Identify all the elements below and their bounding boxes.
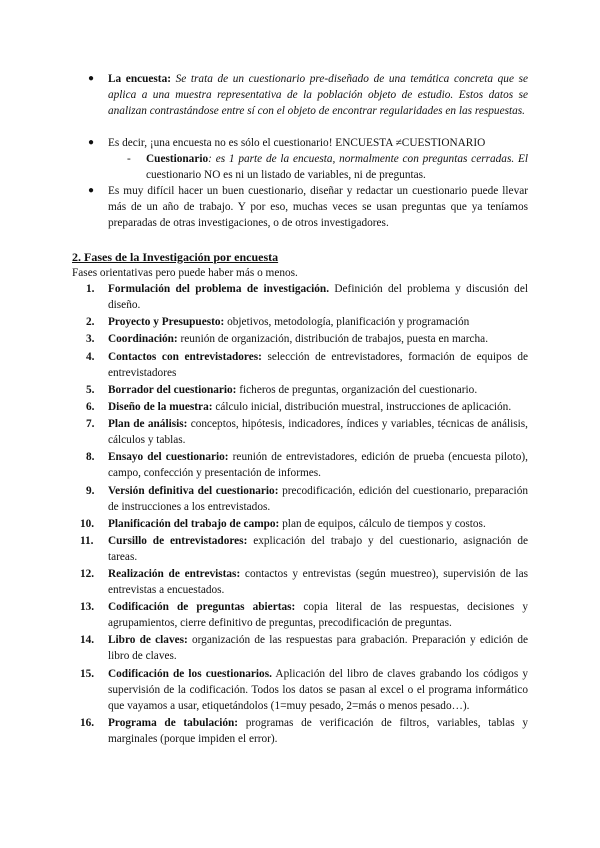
phase-text: Definición del problema y discusión del diseño. [108,283,528,311]
phase-number: 7. [86,418,95,431]
phase-text: reunión de organización, distribución de trabajos, puesta en marcha. [177,333,489,346]
cuestionario-def-rest: cuestionario NO es ni un listado de variables, ni de preguntas. [146,169,426,181]
phase-number: 10. [80,517,95,530]
phase-number: 13. [80,601,95,614]
phase-title: Cursillo de entrevistadores: [108,534,248,547]
phase-text: contactos y entrevistas (según muestreo), supervisión de las entrevistas a encuestados. [108,568,528,597]
phase-title: Formulación del problema de investigación. [108,283,330,295]
phase-title: Libro de claves: [108,634,188,647]
bullet-dot: ● [88,73,95,84]
phase-text: programas de verificación de filtros, variables, tablas y marginales (porque impiden el error). [108,716,528,745]
phase-number: 1. [86,283,95,295]
phase-text: selección de entrevistadores, formación de equipos de entrevistadores [108,350,528,379]
phase-text: explicación del trabajo y del cuestionario, asignación de tareas. [108,534,528,563]
section-heading: 2. Fases de la Investigación por encuesta [72,250,279,264]
phase-number: 6. [86,400,95,413]
phase-text: precodificación, edición del cuestionario, preparación de instrucciones a los entrevistados. [108,484,528,513]
phase-title: Versión definitiva del cuestionario: [108,484,279,497]
phase-text: copia literal de las respuestas, decisiones y agrupamientos, cierre definitivo de preguntas, precodificación de preguntas. [108,601,528,630]
bullet-dot: ● [88,185,95,196]
phase-text: cálculo inicial, distribución muestral, instrucciones de aplicación. [212,400,512,413]
phase-item [72,566,528,598]
phase-item [72,281,528,313]
phase-title: Coordinación: [108,333,178,346]
phase-item [72,533,528,565]
phase-number: 2. [86,316,95,329]
phase-item [72,632,528,664]
phase-number: 8. [86,451,95,464]
phase-number: 12. [80,568,95,581]
phase-text: conceptos, hipótesis, indicadores, índices y variables, técnicas de análisis, cálculos y tablas. [108,418,528,447]
cuestionario-def-italic: : es 1 parte de la encuesta, normalmente con preguntas cerradas. El [208,153,528,165]
phase-item [72,449,528,481]
bullet-dificil: Es muy difícil hacer un buen cuestionario, diseñar y redactar un cuestionario puede llevar más de un año de trabajo. Y por eso, muchas veces se usan preguntas que ya teníamos preparadas de otras investigaciones, o de otros investigadores. [108,185,528,229]
section-intro: Fases orientativas pero puede haber más o menos. [72,267,298,279]
sub-bullet-dash: - [127,153,131,165]
phase-item [72,314,528,330]
bullet-encuesta [108,71,528,119]
encuesta-definition: Se trata de un cuestionario pre-diseñado de una temática concreta que se aplica a una muestra representativa de la población objeto de estudio. Estos datos se analizan contrastándose entre sí con el objeto de encontrar regularidades en las respuestas. [108,73,528,117]
phase-item [72,599,528,631]
phase-number: 16. [80,716,95,729]
phase-title: Proyecto y Presupuesto: [108,316,225,329]
phase-title: Codificación de los cuestionarios. [108,667,272,680]
cuestionario-term: Cuestionario [146,153,209,165]
phase-item [72,516,528,532]
bullet-decir: Es decir, ¡una encuesta no es sólo el cuestionario! ENCUESTA ≠CUESTIONARIO [108,137,486,149]
phase-item [72,382,528,398]
phase-item [72,483,528,515]
phase-number: 9. [86,484,95,497]
phase-item [72,349,528,381]
phase-text: ficheros de preguntas, organización del cuestionario. [236,383,478,396]
sub-bullet-cuestionario [146,151,528,183]
phase-item [72,399,528,415]
phase-title: Plan de análisis: [108,418,188,431]
phase-number: 15. [80,667,95,680]
encuesta-term: La encuesta: [108,73,171,85]
phase-item [72,666,528,714]
phase-title: Ensayo del cuestionario: [108,451,229,464]
phase-title: Programa de tabulación: [108,716,239,729]
phase-text: reunión de entrevistadores, edición de prueba (encuesta piloto), campo, confección y presentación de informes. [108,451,529,480]
phase-title: Codificación de preguntas abiertas: [108,601,296,614]
phase-text: organización de las respuestas para grabación. Preparación y edición de libro de claves. [108,634,528,663]
phase-item [72,715,528,747]
phase-number: 3. [86,333,95,346]
phase-number: 5. [86,383,95,396]
phase-title: Diseño de la muestra: [108,400,213,413]
phase-text: plan de equipos, cálculo de tiempos y costos. [279,517,486,530]
phase-title: Contactos con entrevistadores: [108,350,262,363]
phase-item [72,331,528,347]
phase-title: Borrador del cuestionario: [108,383,237,396]
phases-list [72,281,528,748]
phase-title: Planificación del trabajo de campo: [108,517,280,530]
phase-item [72,416,528,448]
bullet-dot: ● [88,137,95,148]
phase-number: 11. [80,534,94,547]
phase-number: 14. [80,634,95,647]
phase-title: Realización de entrevistas: [108,568,241,581]
phase-number: 4. [86,350,95,363]
phase-text: Aplicación del libro de claves grabando los códigos y supervisión de la codificación. Todos los datos se pasan al excel o el programa informático que vayamos a usar, etiquetándolos (1=muy pesado, 2=más o menos pesado…). [108,667,528,712]
phase-text: objetivos, metodología, planificación y programación [224,316,470,329]
